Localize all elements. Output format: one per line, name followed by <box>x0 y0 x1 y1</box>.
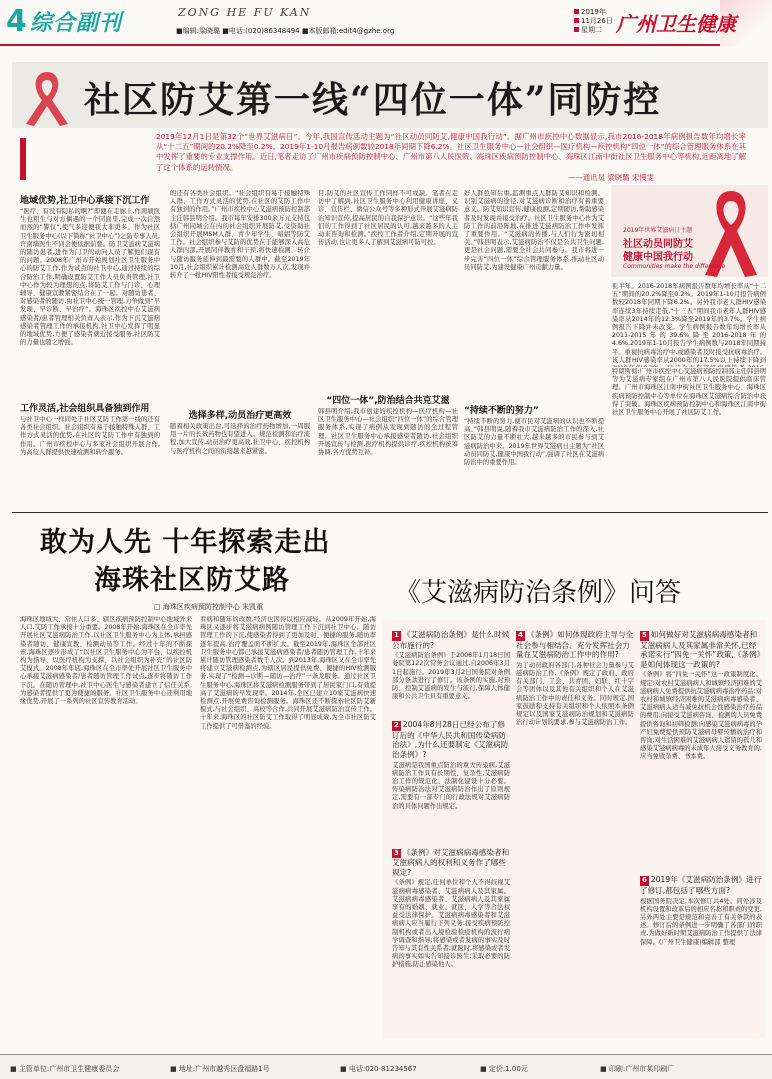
column-text: “医疗、有没有隐私的啊?”即便在走廊上,作南墙医生也粗生与对方偶遇的一个同面里,完成一次自然而然的“警仅”,使气多迎便我大非更多。作为社区卫生服务中心(以下简称“社卫中心”)之防专事人员,许南墙医生不同会便依据前要。防卫艾滋病艾滋病的随访患者,进作为门卫的动向人员了解他们现有的问题。2008年广州市开始规划社区卫生服务中心的防艾工作,作为试点的社卫中心,通过持续的综合防治工作,明确设置防艾工作人员负责管理,社卫中心作为较为理想的点,将防艾工作与门诊、心理辅导、健康宣教紧密结合在了一起。对随访患者、对感染者的随访,由社卫中心统一管理,力争做到“早发现、早诊断、早治疗”。海珠区疾控中心艾滋病感染者/患者管理相关负责人表示,作为下沉艾滋病感染者管理工作的承接机构,社卫中心发挥了明显的地域优势,方便了感染者就近接受服务,社区防艾的力量也随之增强。 <box>20 208 160 347</box>
graphic-caption-en: Communities make the difference <box>623 263 726 270</box>
column-subhead: 地域优势,社卫中心承接下沉工作 <box>20 196 150 206</box>
square-bullet-icon <box>574 9 579 14</box>
qa-answer-6: 根据国务院决定,本次修订共4处。同处涉及机构设置和改革后的相应名称和职责的变更,另外两处主要是规范和完善了有关条款的表述。修订后的条例进一步明确了各部门的职责,为做好新时期艾滋病防治工作提供了法律保障。(广州卫生健康)编辑部 整理 <box>640 897 762 946</box>
qa-answer-5: 《条例》将“四免一关怀”这一政策制度化。规定:对农村艾滋病病人和城镇经济困难的艾滋病病人免费提供抗艾滋病病毒治疗药品;对农村和城镇经济困难的艾滋病病毒感染者、艾滋病病人适当减免抗机会性感染治疗药品的费用;向接受艾滋病咨询、检测的人员免费提供咨询和初筛检测;向感染艾滋病病毒的孕产妇免费提供预防艾滋病母婴传播的治疗和咨询;对生活困难的艾滋病病人遗留的孤儿和感染艾滋病病毒的未成年人接受义务教育的,应当免收杂费、书本费。 <box>640 671 762 761</box>
feature-headline: 社区防艾第一线“四位一体”同防控 <box>84 79 662 121</box>
qa-question-1: 1 《艾滋病防治条例》是什么时候公布施行的? <box>392 630 510 650</box>
column-text: 随着相关政策出台,可选择的治疗药物增加,一周服用一片的长效药物也有望进入。规范检测和治疗流程,加大宣传,动员治疗更高效,社卫中心、疾控机构与医疗机构之间的衔接越来越紧密。 <box>170 423 310 455</box>
square-bullet-icon <box>574 27 579 32</box>
top-column-3 <box>318 190 458 512</box>
footer-item: ■ 定价:1.00元 <box>480 1065 528 1073</box>
newspaper-brand: 广州卫生健康 <box>616 12 736 36</box>
date-weekday: 星期二 <box>581 26 602 34</box>
bottom-article-author: □ 海珠区疾病预防控制中心 朱凯重 <box>154 603 264 611</box>
square-bullet-icon <box>574 18 579 23</box>
qa-question-2: 2 2004年8月28日已经公布了修订后的《中华人民共和国传染病防治法》,为什么还要制定《艾滋病防治条例》? <box>392 720 509 759</box>
qa-answer-2: 艾滋病是我国重点防治的重大传染病,艾滋病防治工作具有长期性、复杂性,艾滋病防治工作的规范化、法制化建设十分必要。传染病防治法对艾滋病防治作出了原则规定,需要有一部专门的行政法规对艾滋病防治的具体问题作出规定。 <box>392 761 510 810</box>
qa-question-6: 6 2019年《艾滋病防治条例》进行了修订,都包括了哪些方面? <box>640 875 762 895</box>
top-column-4 <box>464 190 604 512</box>
section-divider <box>12 512 768 513</box>
qa-answer-3: 《条例》规定,任何单位和个人不得歧视艾滋病病毒感染者、艾滋病病人及其家属。艾滋病病毒感染者、艾滋病病人及其家属享有的婚姻、就业、就医、入学等合法权益受法律保护。艾滋病病毒感染者和艾滋病病人应当履行下列义务:接受疾病预防控制机构或者出入境检验检疫机构的流行病学调查和指导;将感染或者发病的事实及时告知与其有性关系者;就医时,将感染或者发病的事实如实告知接诊医生;采取必要的防护措施,防止感染他人。 <box>392 879 510 969</box>
bottom-left-column-2: 看病和随年的改数,经济也因得以相应减轻。从2009年开始,海珠区又逐步将艾滋病病例随访管理工作下沉到社卫中心。随访管理工作的下沉,使感染者得到了更加及时、便捷的服务,随访率逐年提高,治疗覆盖面不断扩大。截至2019年,海珠区全部社区卫生服务中心都已承接艾滋病感染者/患者随访管理工作,十年来累计随访管理感染者数千人次。到2013年,海珠区又在全市率先将建立艾滋病检测点,为辖区居民提供免费、便捷的HIV检测服务,实现了“检测—诊断—随访—治疗”一条龙服务。通过社区卫生服务中心,海珠区将艾滋病检测服务带到了居民家门口,有效提高了艾滋病的早发现率。2014年,全区已建立10家艾滋病快速检测点,开展免费咨询检测服务。海珠区还不断探索社区防艾新模式,与社会组织、高校等合作,共同开展艾滋病防治宣传工作。十年来,海珠区的社区防艾工作取得了明显成效,为全市社区防艾工作提供了可借鉴的经验。 <box>200 616 376 730</box>
section-pinyin: ZONG HE FU KAN <box>178 6 312 19</box>
column-subhead: “四位一体”,防治结合共克艾滋 <box>326 396 450 406</box>
column-subhead: “持续不断的努力” <box>464 406 539 416</box>
qa-answer-1: 《艾滋病防治条例》于2006年1月18日国务院第122次常务会议通过,自2006年3月1日起施行。2019年3月2日国务院对条例部分条款进行了修订。该条例的实施,对预防、控制艾滋病的发生与流行,保障人体健康和公共卫生具有重要意义。 <box>392 652 510 701</box>
feature-lead: 2019年12月1日是第32个“世界艾滋病日”。今年,我国宣传活动主题为“社区动员同防艾,健康中国我行动”。据广州市疾控中心数据显示,我市2016-2018年病例报告数年均增长率从“十二五”期间的20.2%降至0.2%。2019年1-10月报告病例数较2018年同期下降6.2%。社区卫生服务中心—社会组织—医疗机构—疾控机构“四位一体”的综合管理服务体系在其中发挥了重要的专业支撑作用。近日,笔者走访了广州市疾病预防控制中心、广州市第八人民医院、海珠区疾病预防控制中心、海珠区江南中街社区卫生服务中心等机构,近距离地了解了这个体系的运转情况。 <box>156 132 746 172</box>
qa-title: 《艾滋病防治条例》问答 <box>395 578 682 608</box>
graphic-caption-line2: 健康中国我行动 <box>623 252 693 263</box>
column-text: “持续不断的努力,使市民对艾滋病的认识也不断提高。”韩县明说,随着我市艾滋病防治工作的深入,社区防艾的力量不断壮大,越来越多的市民参与到艾滋病防治中来。2019年世界艾滋病日主题为“社区动员同防艾,健康中国我行动”,强调了社区在艾滋病防治中的重要作用。 <box>464 418 604 467</box>
top-column-1 <box>20 190 160 512</box>
footer-item: ■ 地址:广州市越秀区盘福路1号 <box>170 1065 270 1073</box>
section-title: 综合副刊 <box>30 11 123 36</box>
column-text: 的还有各类社会组织。“社会组织有易于接触特殊人群、工作方式灵活的优势,在社区的艾防工作中有独到的作用。”广州市疾控中心艾滋病预防控制部主任韩县明介绍。我市每年安排300余万元支持包括广州同城会在内的社会组织开展防艾,受资助社会组织开展MSM人群、青少年学生、暗娼等防艾工作。社会组织参与艾防的优势在于能够深入高危人群内部,开展同伴教育和干预,将快速检测、转介与随访服务延伸到最需要的人群中。截至2019年10月,社会组织累计检测高危人群数万人次,发现并转介了一批HIV阳性者接受规范治疗。 <box>170 190 310 280</box>
footer-item: ■ 主管单位:广州市卫生健康委员会 <box>10 1065 120 1073</box>
qa-answer-4: 为了动员政府各部门,各种社会力量参与艾滋病防治工作,《条例》规定了政府、政府有关部门、工会、共青团、妇联、红十字会等团体以及其他有关组织和个人在艾滋病防治工作中的责任和义务。同时规定,国家鼓励和支持有关组织和个人依照本条例规定以及国家艾滋病防治规划和艾滋病防治行动计划的要求,参与艾滋病防治工作。 <box>516 661 634 727</box>
graphic-caption-line1: 社区动员同防艾 <box>623 239 693 250</box>
qa-question-4: 4 《条例》如何体现政府主导与全社会参与相结合、充分发挥社会力量在艾滋病防治工作中的作用? <box>516 630 634 660</box>
column-text: 目,防艾的社区宣传工作同样不可或缺。笔者在走访中了解到,社区卫生服务中心利用健康讲座、义诊、宣传栏、微信公众号等多种形式开展艾滋病防治知识宣传,提高居民的自我保护意识。“这些年我们的工作得到了社区居民的认可,越来越多的人主动来咨询和检测。”疾控工作者介绍,定期开展的宣传活动,也让更多人了解到艾滋病可防可控。 <box>318 190 458 247</box>
qa-column-2 <box>516 626 634 1042</box>
aside-text-2: 特朗斯彻:广州市疾控中心艾滋病预防控制部主任韩县明等为艾滋病专家组在广州市第八人民医院提供临床管理。广州市海珠区江南中街社区卫生服务中心、海珠区疾病预防控制中心等单位在海珠区艾滋病综合防治中获得了突破。海珠区疾病预防控制中心和海珠区江南中街社区卫生服务中心开展了社区防艾工作。 <box>612 368 766 417</box>
qa-question-5: 5 如何做好对艾滋病病毒感染者和艾滋病病人及其家属非常关怀,已经承诺实行“四免一关怀”政策,《条例》是如何体现这一政策的? <box>640 630 761 669</box>
feature-author: ——通讯员 梁晓璐 宋慢雯 <box>568 173 654 182</box>
column-subhead: 工作灵活,社会组织具备独到作用 <box>20 404 150 414</box>
qa-column-3 <box>640 626 762 1042</box>
date-day: 11月26日 <box>581 17 613 25</box>
qa-question-3: 3 《条例》对艾滋病病毒感染者和艾滋病病人的权利和义务作了哪些规定? <box>392 847 510 877</box>
bottom-article-title-line1: 敢为人先 十年探索走出 <box>40 527 331 558</box>
column-text: 好人群色知后重,监测重点人群防艾知识和检测。识别艾滋病的途径,对艾滋病诊断和治疗有着重要意义。防艾知识宣传,健康检测,定期随访,帮助感染者及时发现并接受治疗。社区卫生服务中心作为艾防工作的前沿阵地,在推进艾滋病防治工作中发挥了重要作用。“艾滋病的传播,与人们行为密切相关。”韩县明表示,艾滋病防治不仅是公共卫生问题,更是社会问题,需要全社会共同参与。我市将进一步完善“四位一体”综合管理服务体系,推动社区动员同防艾,为建设健康广州贡献力量。 <box>464 190 604 271</box>
column-subhead: 选择多样,动员治疗更高效 <box>188 411 292 421</box>
editor-meta: ■编辑:梁晓璐 ■电话:(020)86348494 ■本版邮箱:edit4@gzhe.org <box>176 27 395 35</box>
page-header <box>0 0 772 46</box>
page-footer <box>0 1054 772 1079</box>
top-column-2 <box>170 190 310 512</box>
world-aids-day-graphic <box>611 185 768 277</box>
aside-text-1: 衔半年。2016-2018年病例报告数年均增长率从“十二五”期间的20.2%降至0.2%。2019年1-10月报告病例数较2018年同期下降6.2%。另外我市老人群HIV感染率连续3年持续走低,“十三五”期间我市老年人群HIV感染率从2014年的12.3%降至2019年的3.7%。学生病例报告下降并未改变。学生病例报告数年均增长率从2011-2015年的39.6%降至2016-2018年的4.6%,2019年1-10月报告学生病例数与2018年同期持平。重视抗病毒治疗中,或感染者及时接受抗病毒治疗。该人群HIV感染率从2000年的17.5%以上持续下降到 <box>612 283 766 364</box>
qa-column-1 <box>392 626 510 1042</box>
bottom-article-title-line2: 海珠社区防艾路 <box>94 565 290 596</box>
graphic-caption-small: 2019年世界艾滋病日主题 <box>623 227 693 234</box>
footer-item: ■ 电话:020-81234567 <box>340 1065 417 1073</box>
column-text: 韩县明介绍,我市创建的疾控机构—医疗机构—社区卫生服务中心—社会组织“四位一体”的综合管理服务体系,实现了病例从发现到随访的全过程管理。社区卫生服务中心承接感染者随访,社会组织开展宣传与检测,医疗机构提供诊疗,疾控机构统筹协调,各方优势互补。 <box>318 408 458 457</box>
column-text: 与社卫中心一样同处于社区艾防工作第一线的还有各类社会组织。社会组织有易于接触特殊人群、工作方式灵活的优势,在社区的艾防工作中有独到的作用。广州市疾控中心与多家社会组织开展合作,为高危人群提供快速检测和转介服务。 <box>20 416 160 456</box>
red-ribbon-icon <box>12 66 82 126</box>
lead-accent-bar <box>20 138 26 180</box>
bottom-left-column-1: 海珠区地域大、常住人口多、辖区疾病预防控制中心地域外来人口,艾防工作承接十分重要。2008年开始,海珠区在全市率先开展社区艾滋病防治工作,以社区卫生服务中心为主体,承担感染者随访、健康宣教、检测动员等工作。经过十年的不断探索,海珠区逐步形成了“以社区卫生服务中心为平台、以疾控机构为指导、以医疗机构为支撑、以社会组织为补充”的社区防艾模式。2008年年底,海珠区在全市率先开展社区卫生服务中心承接艾滋病感染者/患者随访管理工作试点,逐步将随访工作下沉。在随访管理中,社卫中心医生与感染者建立了信任关系,为感染者提供了更为便捷的服务。社区卫生服务中心还利用地缘优势,开展了一系列的社区宣传教育活动。 <box>20 616 192 706</box>
issue-date <box>574 8 613 35</box>
footer-item: ■ 印刷:广州市某印刷厂 <box>600 1065 675 1073</box>
page-number: 4 <box>6 4 27 39</box>
date-year: 2019年 <box>581 8 606 16</box>
